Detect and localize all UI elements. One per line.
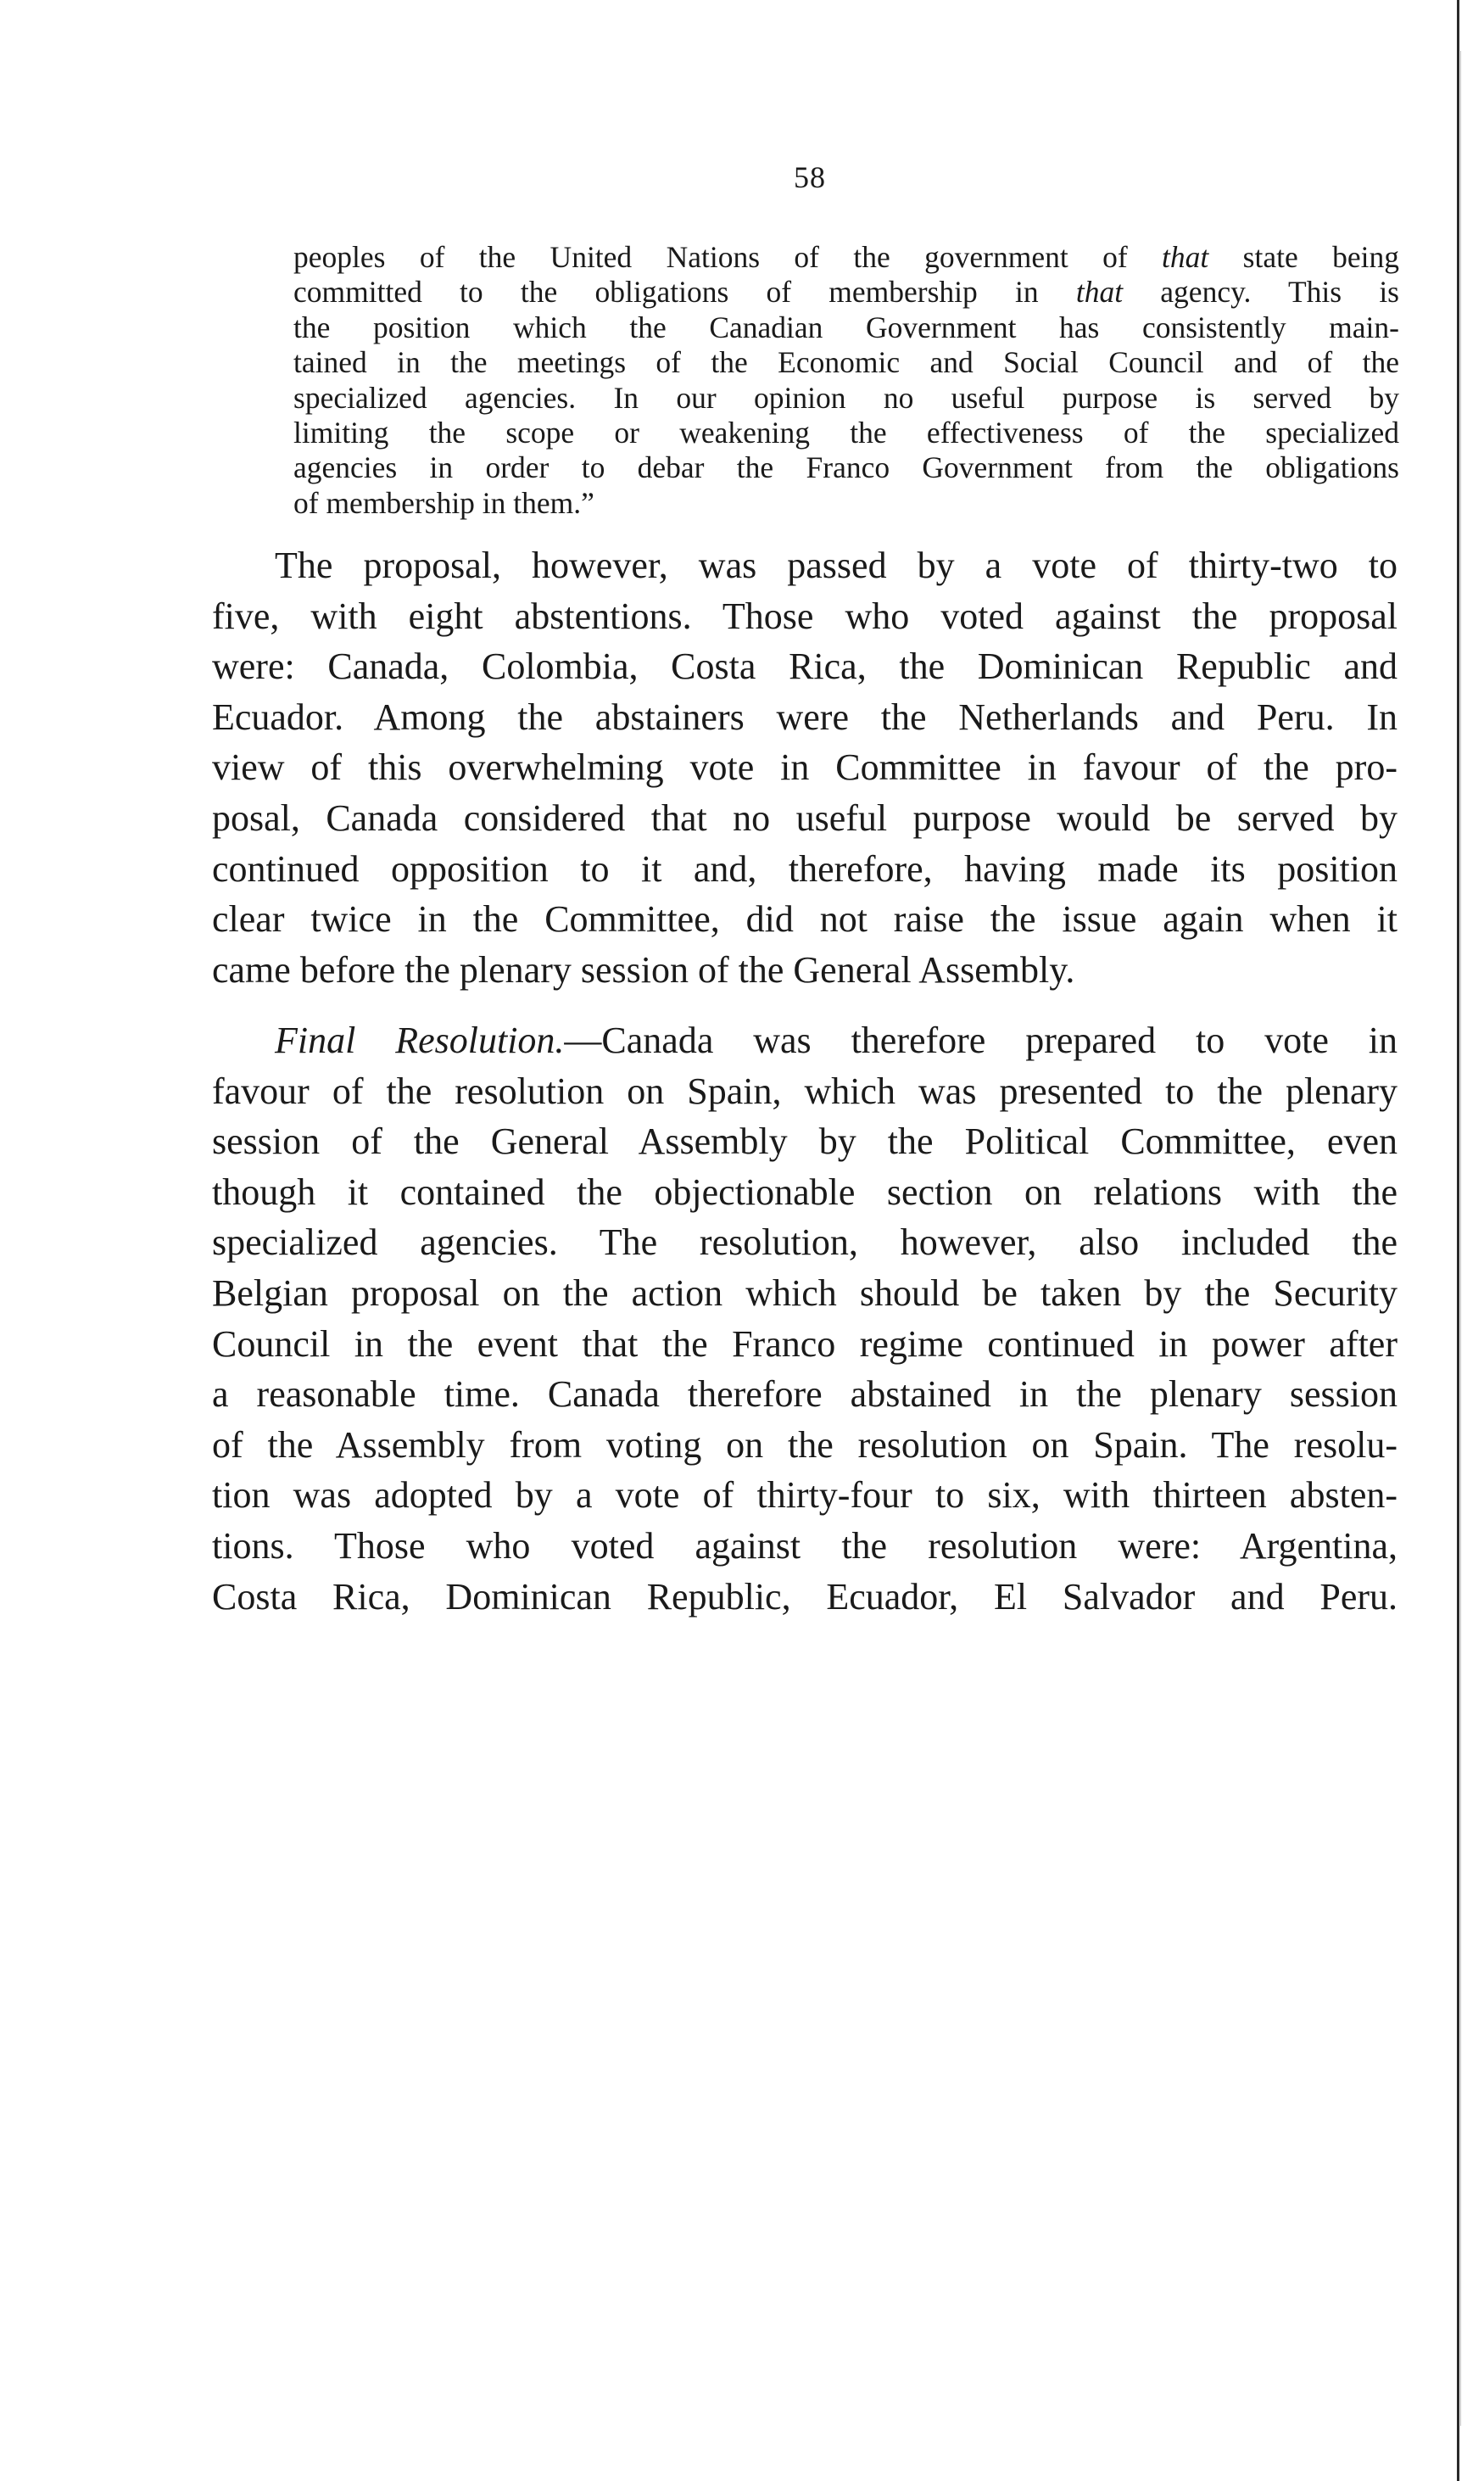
paragraph-line: tions. Those who voted against the resolution were: Argentina, — [212, 1524, 1398, 1567]
quote-line: tained in the meetings of the Economic and Social Council and of the — [293, 345, 1399, 380]
quote-line: committed to the obligations of membership in that agency. This is — [293, 275, 1399, 310]
paragraph-line: of the Assembly from voting on the resolution on Spain. The resolu- — [212, 1423, 1398, 1466]
paragraph-line: posal, Canada considered that no useful purpose would be served by — [212, 796, 1398, 839]
quote-line: peoples of the United Nations of the government of that state being — [293, 240, 1399, 274]
paragraph-line: The proposal, however, was passed by a vote of thirty-two to — [275, 545, 1398, 586]
paragraph-final-resolution — [212, 1015, 1398, 1622]
paragraph-line: Final Resolution.—Canada was therefore prepared to vote in — [275, 1020, 1398, 1061]
paragraph-line: view of this overwhelming vote in Committee in favour of the pro- — [212, 746, 1398, 789]
paragraph-line: session of the General Assembly by the Political Committee, even — [212, 1120, 1398, 1163]
paragraph-line: five, with eight abstentions. Those who voted against the proposal — [212, 595, 1398, 637]
page-edge-shadow — [1457, 0, 1459, 2481]
quote-line: agencies in order to debar the Franco Government from the obligations — [293, 450, 1399, 485]
page-edge-line — [1460, 51, 1461, 2426]
paragraph-line: Ecuador. Among the abstainers were the Netherlands and Peru. In — [212, 696, 1398, 738]
paragraph-line: specialized agencies. The resolution, however, also included the — [212, 1221, 1398, 1264]
section-heading: Final Resolution. — [275, 1020, 565, 1061]
paragraph-line: Belgian proposal on the action which should be taken by the Security — [212, 1271, 1398, 1314]
emphasis: that — [1075, 275, 1124, 310]
paragraph-line: favour of the resolution on Spain, which was presented to the plenary — [212, 1070, 1398, 1112]
paragraph-line: came before the plenary session of the General Assembly. — [212, 948, 1075, 991]
quoted-statement — [293, 240, 1399, 521]
paragraph-vote-result — [212, 540, 1398, 995]
paragraph-line: Costa Rica, Dominican Republic, Ecuador, El Salvador and Peru. — [212, 1575, 1398, 1618]
paragraph-line: Council in the event that the Franco regime continued in power after — [212, 1322, 1398, 1365]
quote-line: specialized agencies. In our opinion no useful purpose is served by — [293, 380, 1399, 415]
paragraph-line: a reasonable time. Canada therefore abstained in the plenary session — [212, 1373, 1398, 1416]
quote-line: of membership in them.” — [293, 485, 594, 520]
page-number: 58 — [794, 160, 826, 194]
paragraph-line: clear twice in the Committee, did not raise the issue again when it — [212, 898, 1398, 941]
paragraph-line: tion was adopted by a vote of thirty-four to six, with thirteen absten- — [212, 1474, 1398, 1517]
paragraph-line: were: Canada, Colombia, Costa Rica, the Dominican Republic and — [212, 645, 1398, 688]
emphasis: that — [1162, 240, 1209, 274]
quote-line: limiting the scope or weakening the effectiveness of the specialized — [293, 416, 1399, 450]
paragraph-line: continued opposition to it and, therefore, having made its position — [212, 847, 1398, 890]
quote-line: the position which the Canadian Government has consistently main- — [293, 310, 1399, 344]
paragraph-line: though it contained the objectionable section on relations with the — [212, 1171, 1398, 1213]
